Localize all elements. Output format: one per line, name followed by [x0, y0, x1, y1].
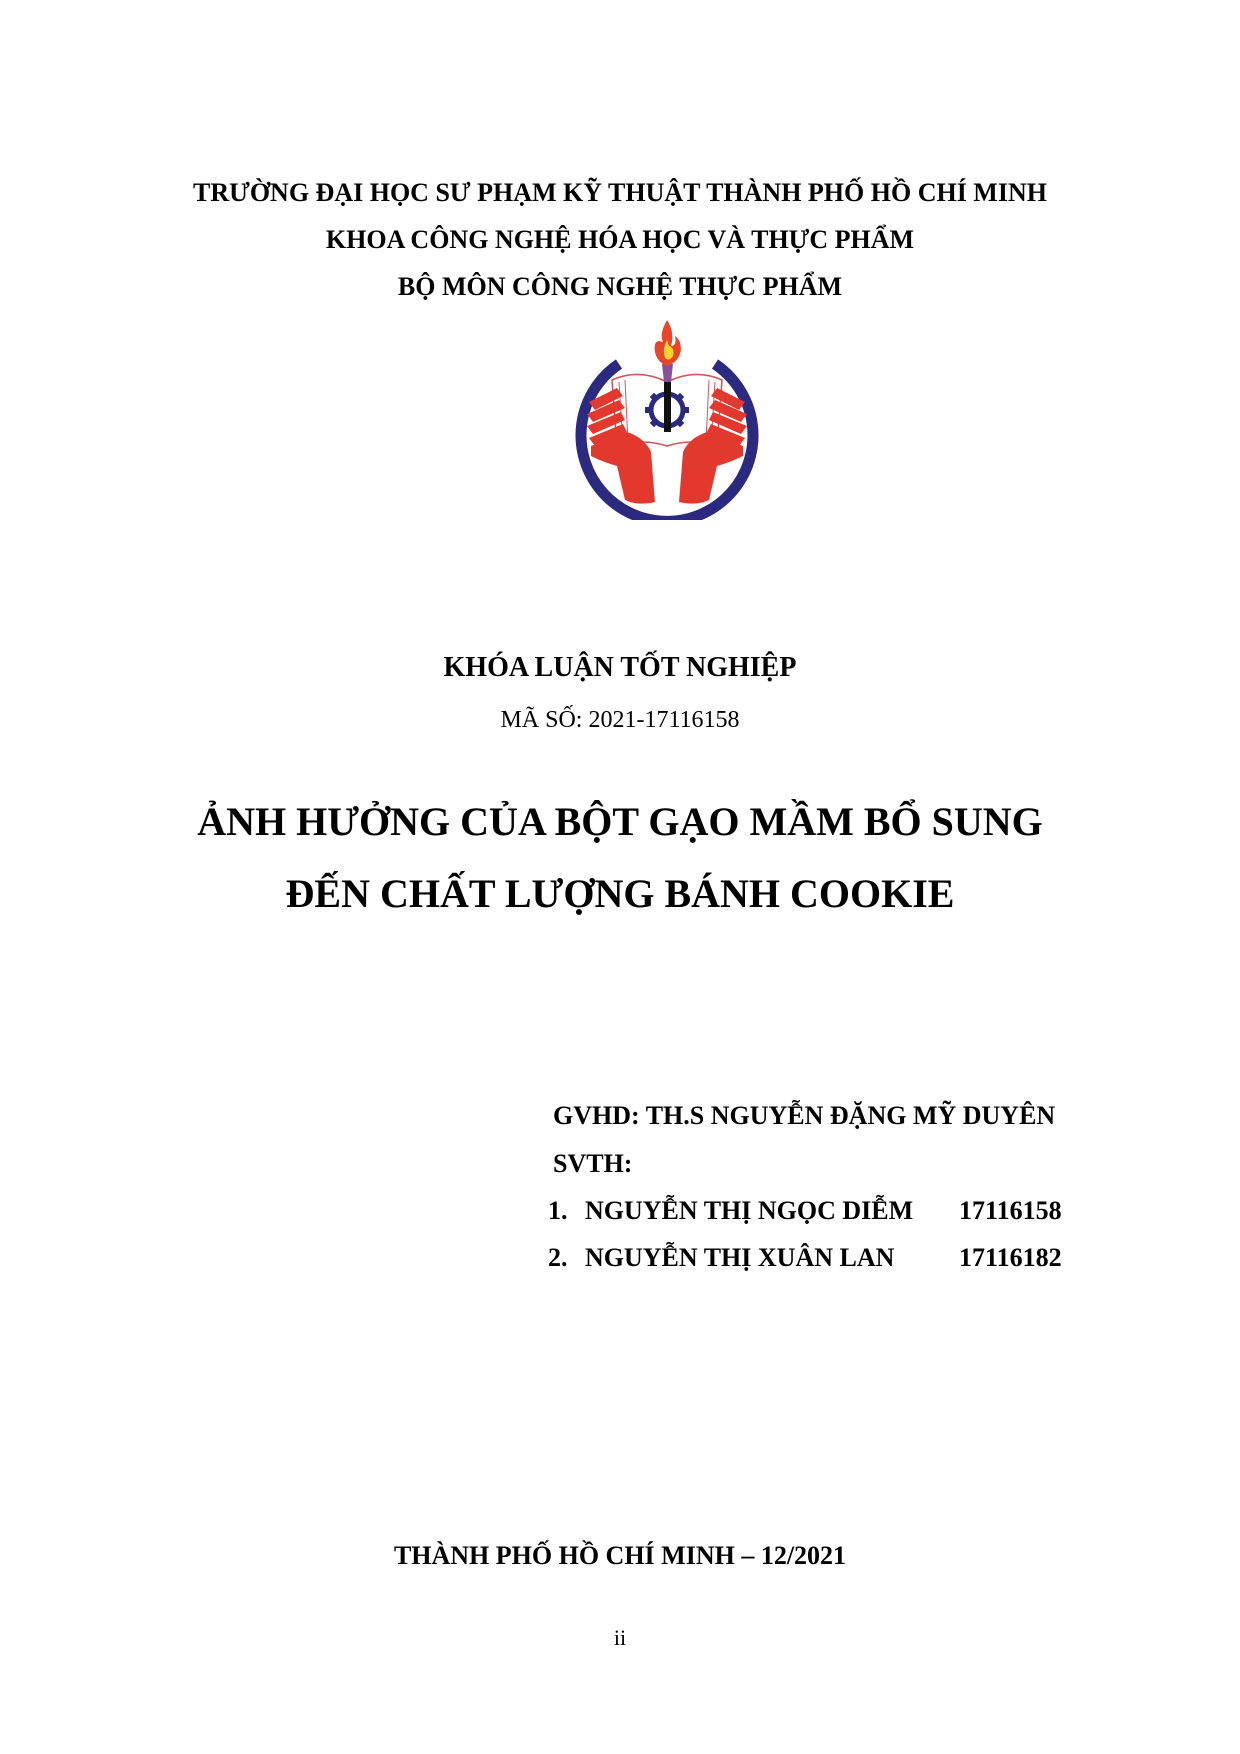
faculty-name: KHOA CÔNG NGHỆ HÓA HỌC VÀ THỰC PHẨM — [325, 225, 915, 254]
thesis-title-line-2: ĐẾN CHẤT LƯỢNG BÁNH COOKIE — [285, 871, 955, 916]
page-number: ii — [613, 1625, 627, 1650]
thesis-title-line-1: ẢNH HƯỞNG CỦA BỘT GẠO MẦM BỔ SUNG — [197, 799, 1043, 844]
university-logo-icon — [567, 316, 767, 520]
students-label: SVTH: — [553, 1149, 633, 1178]
student-2-index: 2. — [548, 1243, 568, 1272]
student-2-name: NGUYỄN THỊ XUÂN LAN — [585, 1243, 895, 1272]
supervisor: GVHD: TH.S NGUYỄN ĐẶNG MỸ DUYÊN — [553, 1101, 1056, 1130]
thesis-type: KHÓA LUẬN TỐT NGHIỆP — [443, 652, 797, 683]
student-1-id: 17116158 — [959, 1196, 1062, 1225]
department-name: BỘ MÔN CÔNG NGHỆ THỰC PHẨM — [397, 272, 843, 301]
thesis-code: MÃ SỐ: 2021-17116158 — [500, 707, 740, 733]
student-1-index: 1. — [548, 1196, 568, 1225]
student-2-id: 17116182 — [959, 1243, 1062, 1272]
student-1-name: NGUYỄN THỊ NGỌC DIỄM — [585, 1196, 914, 1225]
university-name: TRƯỜNG ĐẠI HỌC SƯ PHẠM KỸ THUẬT THÀNH PHỐ HỒ CHÍ MINH — [193, 178, 1047, 207]
place-date: THÀNH PHỐ HỒ CHÍ MINH – 12/2021 — [393, 1541, 847, 1570]
